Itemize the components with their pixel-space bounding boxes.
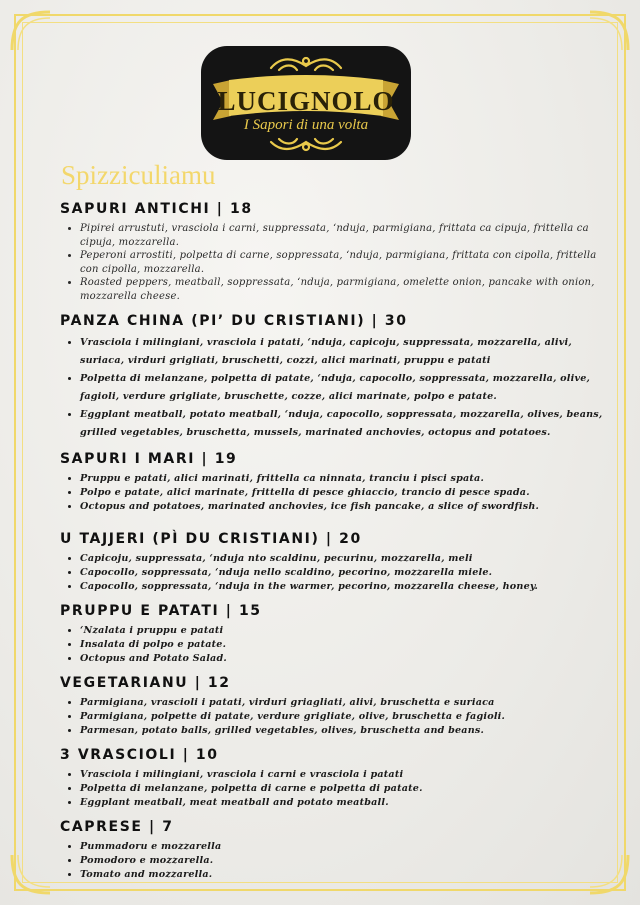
list-item: • Parmesan, potato balls, grilled vegetables, olives, bruschetta and beans. xyxy=(80,724,608,738)
item-list xyxy=(60,624,608,666)
menu-section-3-vrascioli xyxy=(60,746,608,810)
corner-ornament-icon xyxy=(8,8,54,54)
section-title: PRUPPU E PATATI | 15 xyxy=(60,602,262,619)
item-list xyxy=(60,768,608,810)
item-list xyxy=(60,696,608,738)
list-item: • Polpo e patate, alici marinate, frittella di pesce ghiaccio, trancio di pesce spada. xyxy=(80,486,608,500)
page-title: Spizziculiamu xyxy=(61,160,216,190)
menu-section-u-tajjeri xyxy=(60,530,608,594)
section-title: CAPRESE | 7 xyxy=(60,818,174,835)
list-item: • Vrasciola i milingiani, vrasciola i carni e vrasciola i patati xyxy=(80,768,608,782)
item-list xyxy=(60,334,608,442)
list-item: • Pummadoru e mozzarella xyxy=(80,840,608,854)
list-item: • Parmigiana, polpette di patate, verdure grigliate, olive, bruschetta e fagioli. xyxy=(80,710,608,724)
menu-section-pruppu-e-patati xyxy=(60,602,608,666)
section-title: SAPURI I MARI | 19 xyxy=(60,450,238,467)
list-item: • Eggplant meatball, potato meatball, ‘nduja, capocollo, soppressata, mozzarella, olives, beans, grilled vegetables, bruschetta, mussels, marinated anchovies, octopus and potatoes. xyxy=(80,406,608,442)
list-item: • Peperoni arrostiti, polpetta di carne, soppressata, ‘nduja, parmigiana, frittata con cipolla, frittella con cipolla, mozzarella. xyxy=(80,249,608,276)
item-list xyxy=(60,552,608,594)
list-item: • Pomodoro e mozzarella. xyxy=(80,854,608,868)
list-item: • Parmigiana, vrascioli i patati, virduri griagliati, alivi, bruschetta e suriaca xyxy=(80,696,608,710)
list-item: • Tomato and mozzarella. xyxy=(80,868,608,882)
list-item: • Vrasciola i milingiani, vrasciola i patati, ‘nduja, capicoju, suppressata, mozzarella, alivi, suriaca, virduri grigliati, bruschetti, cozzi, alici marinati, pruppu e patati xyxy=(80,334,608,370)
list-item: • Capocollo, soppressata, ‘nduja nello scaldino, pecorino, mozzarella miele. xyxy=(80,566,608,580)
list-item: • Capicoju, suppressata, ‘nduja nto scaldinu, pecurinu, mozzarella, meli xyxy=(80,552,608,566)
corner-ornament-icon xyxy=(586,8,632,54)
section-title: 3 VRASCIOLI | 10 xyxy=(60,746,219,763)
menu-section-vegetarianu xyxy=(60,674,608,738)
item-list xyxy=(60,222,608,304)
list-item: • ‘Nzalata i pruppu e patati xyxy=(80,624,608,638)
section-title: VEGETARIANU | 12 xyxy=(60,674,231,691)
list-item: • Octopus and Potato Salad. xyxy=(80,652,608,666)
menu-section-sapuri-i-mari xyxy=(60,450,608,514)
list-item: • Polpetta di melanzane, polpetta di carne e polpetta di patate. xyxy=(80,782,608,796)
list-item: • Roasted peppers, meatball, soppressata, ‘nduja, parmigiana, omelette onion, pancake with onion, mozzarella cheese. xyxy=(80,276,608,303)
list-item: • Octopus and potatoes, marinated anchovies, ice fish pancake, a slice of swordfish. xyxy=(80,500,608,514)
menu-section-panza-china xyxy=(60,312,608,442)
list-item: • Pipirei arrustuti, vrasciola i carni, suppressata, ‘nduja, parmigiana, frittata ca cipuja, frittella ca cipuja, mozzarella. xyxy=(80,222,608,249)
list-item: • Capocollo, soppressata, ‘nduja in the warmer, pecorino, mozzarella cheese, honey. xyxy=(80,580,608,594)
list-item: • Insalata di polpo e patate. xyxy=(80,638,608,652)
corner-ornament-icon xyxy=(8,851,54,897)
logo-name: LUCIGNOLO xyxy=(217,86,395,116)
menu-section-sapuri-antichi xyxy=(60,200,608,304)
restaurant-logo xyxy=(201,46,411,160)
section-title: SAPURI ANTICHI | 18 xyxy=(60,201,253,217)
menu-section-caprese xyxy=(60,818,608,882)
logo-tagline: I Sapori di una volta xyxy=(243,117,369,133)
item-list xyxy=(60,472,608,514)
section-title: PANZA CHINA (PI’ DU CRISTIANI) | 30 xyxy=(60,312,408,329)
list-item: • Eggplant meatball, meat meatball and potato meatball. xyxy=(80,796,608,810)
list-item: • Pruppu e patati, alici marinati, frittella ca ninnata, tranciu i pisci spata. xyxy=(80,472,608,486)
list-item: • Polpetta di melanzane, polpetta di patate, ‘nduja, capocollo, soppressata, mozzarella, olive, fagioli, verdure grigliate, bruschette, cozze, alici marinate, polpo e patate. xyxy=(80,370,608,406)
section-title: U TAJJERI (PÌ DU CRISTIANI) | 20 xyxy=(60,530,362,547)
item-list xyxy=(60,840,608,882)
menu-content xyxy=(60,158,608,890)
